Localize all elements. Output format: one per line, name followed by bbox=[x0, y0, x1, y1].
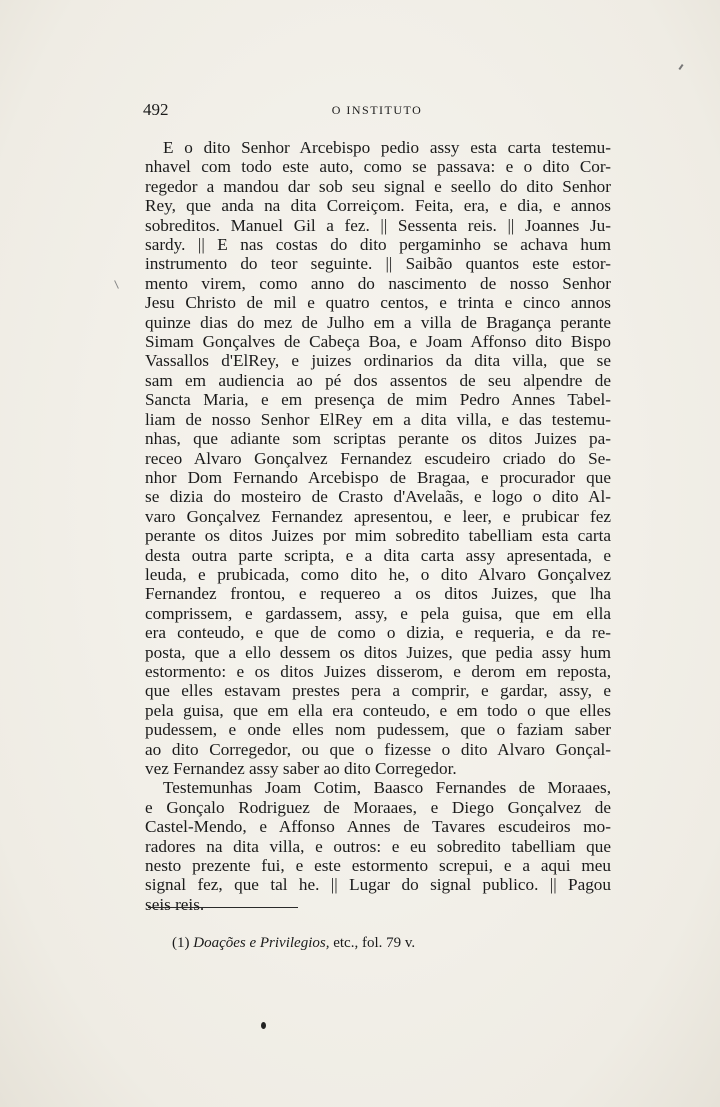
text-line: Vassallos d'ElRey, e juizes ordinarios da dita villa, que se bbox=[145, 351, 611, 371]
text-line: Castel-Mendo, e Affonso Annes de Tavares escudeiros mo- bbox=[145, 817, 611, 837]
text-line: seis reis. bbox=[145, 894, 205, 914]
text-line: radores na dita villa, e outros: e eu sobredito tabelliam que bbox=[145, 836, 611, 856]
page-header bbox=[143, 100, 611, 122]
text-line: instrumento do teor seguinte. || Saibão quantos este estor- bbox=[145, 254, 611, 274]
text-line: quinze dias do mez de Julho em a villa de Bragança perante bbox=[145, 312, 611, 332]
text-line: era conteudo, e que de como o dizia, e requeria, e da re- bbox=[145, 623, 611, 643]
text-line: Sancta Maria, e em presença de mim Pedro Annes Tabel- bbox=[145, 390, 611, 410]
text-line: signal fez, que tal he. || Lugar do signal publico. || Pagou bbox=[145, 875, 611, 895]
footnote bbox=[172, 935, 415, 952]
text-line: regedor a mandou dar sob seu signal e seello do dito Senhor bbox=[145, 176, 611, 196]
text-line: estormento: e os ditos Juizes disserom, e derom em reposta, bbox=[145, 661, 611, 681]
text-line: sam em audiencia ao pé dos assentos de seu alpendre de bbox=[145, 370, 611, 390]
text-line: e Gonçalo Rodriguez de Moraaes, e Diego Gonçalvez de bbox=[145, 797, 611, 817]
running-head: O INSTITUTO bbox=[331, 103, 423, 117]
text-line: liam de nosso Senhor ElRey em a dita villa, e das testemu- bbox=[145, 409, 611, 429]
text-line: perante os ditos Juizes por mim sobredito tabelliam esta carta bbox=[145, 526, 611, 546]
text-line: leuda, e prubicada, como dito he, o dito Alvaro Gonçalvez bbox=[145, 564, 611, 584]
footnote-divider bbox=[148, 907, 298, 908]
text-line: varo Gonçalvez Fernandez apresentou, e leer, e prubicar fez bbox=[145, 506, 611, 526]
text-line: Jesu Christo de mil e quatro centos, e trinta e cinco annos bbox=[145, 293, 611, 313]
text-line: se dizia do mosteiro de Crasto d'Avelaãs, e logo o dito Al- bbox=[145, 487, 611, 507]
text-line: E o dito Senhor Arcebispo pedio assy esta carta testemu- bbox=[163, 138, 611, 157]
text-line: sardy. || E nas costas do dito pergaminho se achava hum bbox=[145, 235, 611, 255]
text-line: Fernandez frontou, e requereo a os ditos Juizes, que lha bbox=[145, 584, 611, 604]
text-line: que elles estavam prestes pera a comprir, e gardar, assy, e bbox=[145, 681, 611, 701]
paper-mark bbox=[114, 280, 119, 289]
text-line: receo Alvaro Gonçalvez Fernandez escudeiro criado do Se- bbox=[145, 448, 611, 468]
text-line: nhor Dom Fernando Arcebispo de Bragaa, e procurador que bbox=[145, 467, 611, 487]
footnote-reference: etc., fol. 79 v. bbox=[333, 935, 416, 951]
text-line: nhavel com todo este auto, como se passava: e o dito Cor- bbox=[145, 157, 611, 177]
footnote-title: Doações e Privilegios, bbox=[193, 935, 330, 951]
text-line: pudessem, e onde elles nom pudessem, que o faziam saber bbox=[145, 720, 611, 740]
ink-speck bbox=[261, 1022, 266, 1029]
text-line: Rey, que anda na dita Correiçom. Feita, era, e dia, e annos bbox=[145, 196, 611, 216]
footnote-marker: (1) bbox=[172, 935, 190, 951]
text-line: desta outra parte scripta, e a dita carta assy apresentada, e bbox=[145, 545, 611, 565]
text-line: mento virem, como anno do nascimento de nosso Senhor bbox=[145, 273, 611, 293]
text-line: nhas, que adiante som scriptas perante os ditos Juizes pa- bbox=[145, 429, 611, 449]
text-line: comprissem, e gardassem, assy, e pela guisa, que em ella bbox=[145, 603, 611, 623]
body-text bbox=[145, 138, 611, 914]
text-line: posta, que a ello dessem os ditos Juizes, que pedia assy hum bbox=[145, 642, 611, 662]
text-line: pela guisa, que em ella era conteudo, e em todo o que elles bbox=[145, 700, 611, 720]
text-line: ao dito Corregedor, ou que o fizesse o dito Alvaro Gonçal- bbox=[145, 739, 611, 759]
page-number: 492 bbox=[143, 100, 169, 119]
text-line: sobreditos. Manuel Gil a fez. || Sessenta reis. || Joannes Ju- bbox=[145, 215, 611, 235]
text-line: vez Fernandez assy saber ao dito Corregedor. bbox=[145, 759, 457, 778]
text-line: Testemunhas Joam Cotim, Baasco Fernandes de Moraaes, bbox=[163, 778, 611, 798]
text-line: nesto prezente fui, e este estormento screpui, e a aqui meu bbox=[145, 856, 611, 876]
paper-mark bbox=[678, 64, 683, 70]
text-line: Simam Gonçalves de Cabeça Boa, e Joam Affonso dito Bispo bbox=[145, 332, 611, 352]
